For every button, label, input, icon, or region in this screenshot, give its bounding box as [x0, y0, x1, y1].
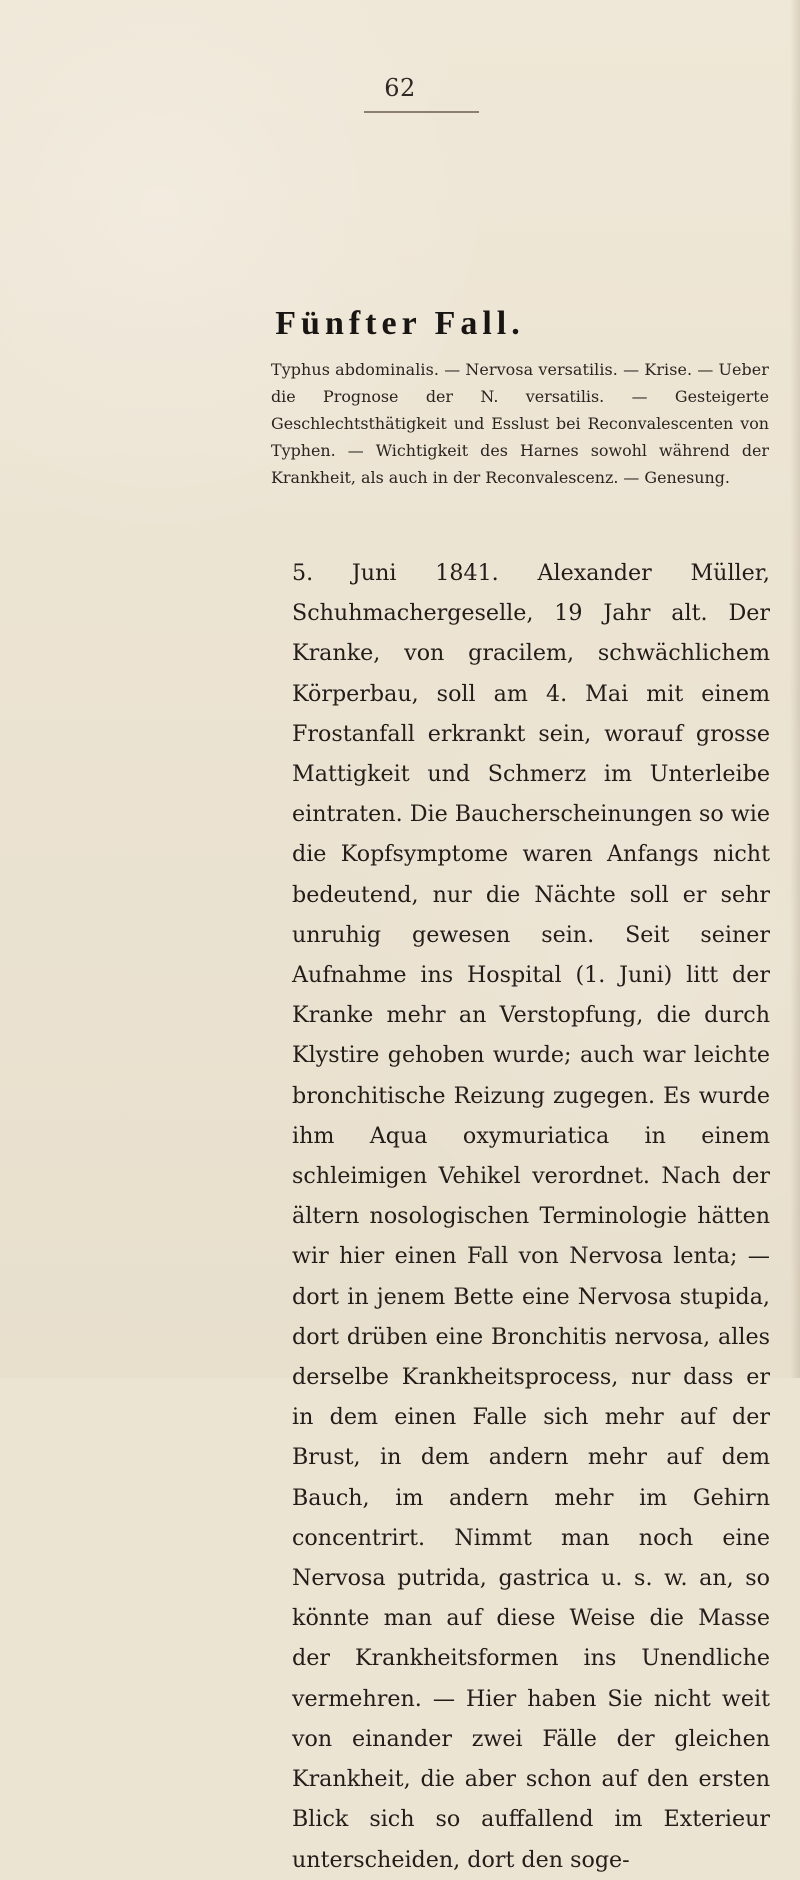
section-title: Fünfter Fall. [275, 304, 525, 342]
case-summary: Typhus abdominalis. — Nervosa versatilis. — Krise. — Ueber die Prognose der N. versatilis. — Gesteigerte Geschlechtsthätigkeit und Esslust bei Reconvalescenten von Typhen. — Wichtigkeit des Harnes sowohl während der Krankheit, als auch in der Reconvalescenz. — Genesung. [271, 360, 769, 487]
case-body-text: 5. Juni 1841. Alexander Müller, Schuhmachergeselle, 19 Jahr alt. Der Kranke, von gracilem, schwächlichem Körperbau, soll am 4. Mai mit einem Frostanfall erkrankt sein, worauf grosse Mattigkeit und Schmerz im Unterleibe eintraten. Die Baucherscheinungen so wie die Kopfsymptome waren Anfangs nicht bedeutend, nur die Nächte soll er sehr unruhig gewesen sein. Seit seiner Aufnahme ins Hospital (1. Juni) litt der Kranke mehr an Verstopfung, die durch Klystire gehoben wurde; auch war leichte bronchitische Reizung zugegen. Es wurde ihm Aqua oxymuriatica in einem schleimigen Vehikel verordnet. Nach der ältern nosologischen Terminologie hätten wir hier einen Fall von Nervosa lenta; — dort in jenem Bette eine Nervosa stupida, dort drüben eine Bronchitis nervosa, alles derselbe Krankheitsprocess, nur dass er in dem einen Falle sich mehr auf der Brust, in dem andern mehr auf dem Bauch, im andern mehr im Gehirn concentrirt. Nimmt man noch eine Nervosa putrida, gastrica u. s. w. an, so könnte man auf diese Weise die Masse der Krankheitsformen ins Unendliche vermehren. — Hier haben Sie nicht weit von einander zwei Fälle der gleichen Krankheit, die aber schon auf den ersten Blick sich so auffallend im Exterieur unterscheiden, dort den soge- [292, 560, 770, 1873]
page-number-rule [364, 111, 479, 113]
page-number: 62 [384, 74, 416, 102]
